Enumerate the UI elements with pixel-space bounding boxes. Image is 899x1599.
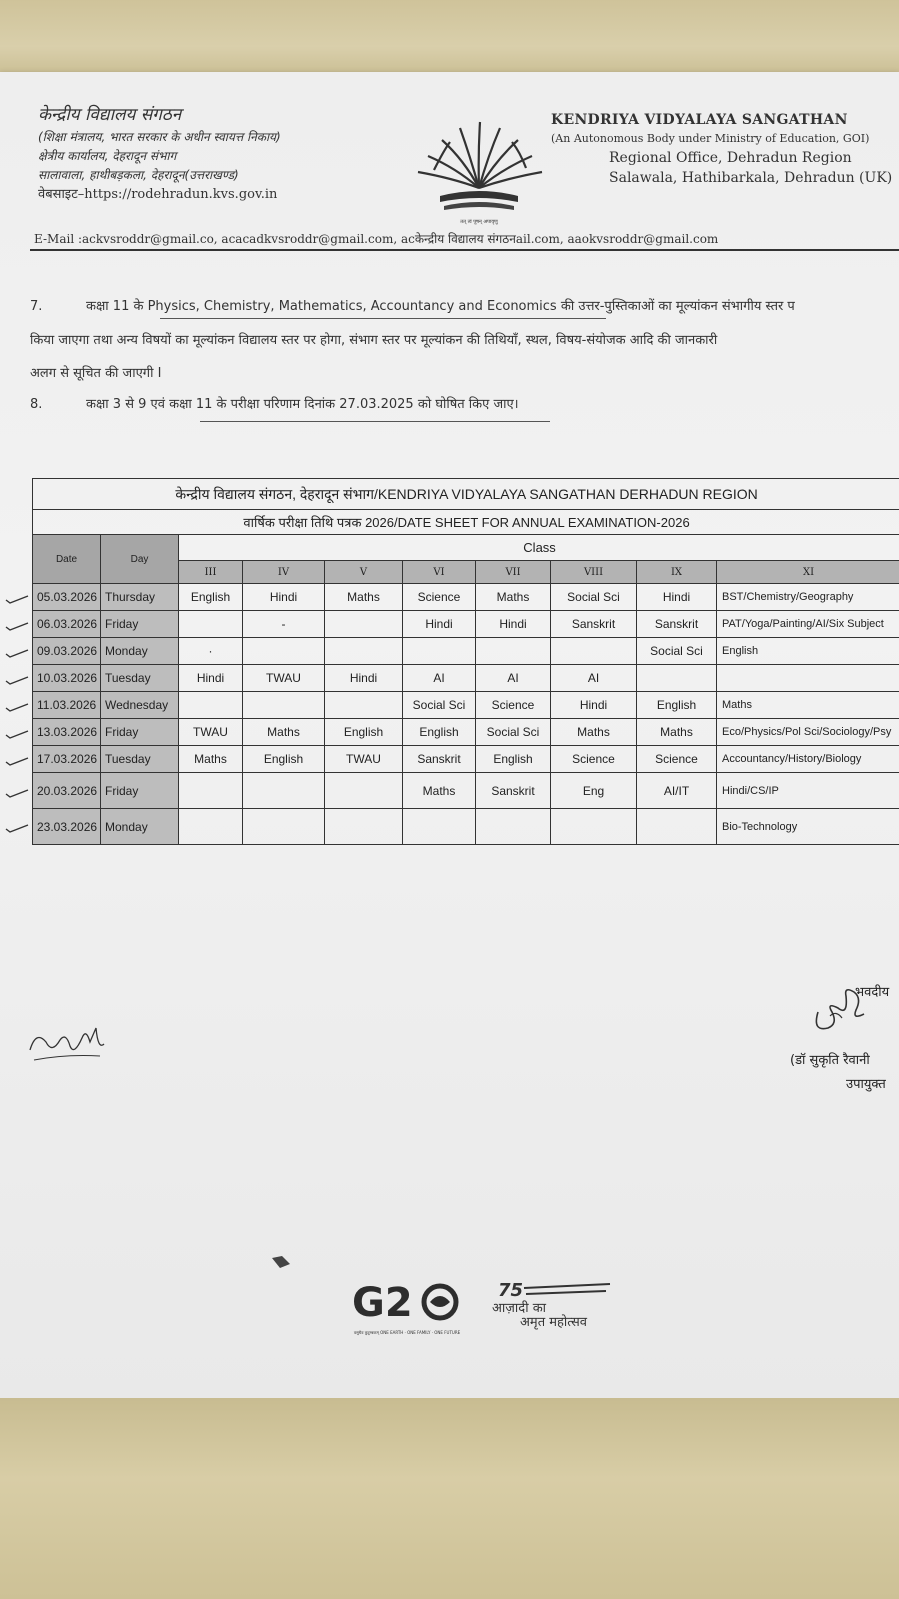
address-english: Salawala, Hathibarkala, Dehradun (UK) xyxy=(609,170,893,186)
ink-speck-icon xyxy=(268,1252,298,1272)
subject-cell: Social Sci xyxy=(476,719,551,746)
signer-name: (डॉ सुकृति रैवानी xyxy=(790,1053,870,1068)
subject-cell: English xyxy=(403,719,476,746)
svg-text:G2: G2 xyxy=(352,1280,413,1326)
subject-cell: Hindi xyxy=(476,611,551,638)
subject-cell xyxy=(179,692,243,719)
azadi-line-2: अमृत महोत्सव xyxy=(520,1315,588,1330)
subject-cell xyxy=(403,809,476,845)
date-sheet-title: केन्द्रीय विद्यालय संगठन, देहरादून संभाग/KENDRIYA VIDYALAYA SANGATHAN DERHADUN REGION xyxy=(33,479,899,510)
subject-cell: BST/Chemistry/Geography xyxy=(717,584,899,611)
row-date: 05.03.2026 xyxy=(33,584,101,611)
table-row xyxy=(33,746,899,773)
subject-cell xyxy=(179,611,243,638)
subject-cell xyxy=(551,638,637,665)
subject-cell: Social Sci xyxy=(637,638,717,665)
table-row xyxy=(33,692,899,719)
day-column-header: Day xyxy=(101,535,179,584)
subject-cell: Eco/Physics/Pol Sci/Sociology/Psy xyxy=(717,719,899,746)
row-date: 09.03.2026 xyxy=(33,638,101,665)
subject-cell: Bio-Technology xyxy=(717,809,899,845)
subject-cell: Hindi xyxy=(179,665,243,692)
subject-cell xyxy=(717,665,899,692)
subject-cell: Maths xyxy=(476,584,551,611)
tick-mark-icon xyxy=(4,756,30,766)
subject-cell: Maths xyxy=(717,692,899,719)
subject-cell: English xyxy=(325,719,403,746)
tick-mark-icon xyxy=(4,729,30,739)
tick-mark-icon xyxy=(4,648,30,658)
subject-cell: Science xyxy=(403,584,476,611)
row-day: Friday xyxy=(101,611,179,638)
subject-cell xyxy=(179,809,243,845)
subject-cell: AI xyxy=(476,665,551,692)
signoff-label: भवदीय xyxy=(855,985,890,1000)
subject-cell: English xyxy=(717,638,899,665)
subject-cell xyxy=(637,809,717,845)
row-day: Tuesday xyxy=(101,746,179,773)
subject-cell xyxy=(243,692,325,719)
subject-cell: Sanskrit xyxy=(551,611,637,638)
date-sheet-table xyxy=(32,478,899,845)
date-sheet-subtitle: वार्षिक परीक्षा तिथि पत्रक 2026/DATE SHEET FOR ANNUAL EXAMINATION-2026 xyxy=(33,510,899,535)
row-date: 13.03.2026 xyxy=(33,719,101,746)
subject-cell xyxy=(325,692,403,719)
date-column-header: Date xyxy=(33,535,101,584)
subject-cell: Sanskrit xyxy=(637,611,717,638)
subject-cell: Eng xyxy=(551,773,637,809)
subject-cell: English xyxy=(476,746,551,773)
subject-cell: Maths xyxy=(637,719,717,746)
subject-cell: Social Sci xyxy=(551,584,637,611)
handwritten-underline xyxy=(160,318,606,319)
point-8-line xyxy=(30,394,899,412)
subject-cell: PAT/Yoga/Painting/AI/Six Subject xyxy=(717,611,899,638)
subject-cell: Accountancy/History/Biology xyxy=(717,746,899,773)
org-affiliation-english: (An Autonomous Body under Ministry of Education, GOI) xyxy=(551,132,870,145)
subject-cell: TWAU xyxy=(243,665,325,692)
azadi-ka-amrit-mahotsav-logo-icon xyxy=(490,1276,630,1336)
point-8-number: 8. xyxy=(30,397,43,412)
subject-cell xyxy=(243,809,325,845)
azadi-line-1: आज़ादी का xyxy=(492,1301,547,1316)
regional-office-english: Regional Office, Dehradun Region xyxy=(609,150,852,166)
table-row xyxy=(33,665,899,692)
website-link[interactable]: वेबसाइट–https://rodehradun.kvs.gov.in xyxy=(38,187,278,202)
subject-cell: Hindi xyxy=(325,665,403,692)
subject-cell: AI xyxy=(551,665,637,692)
subject-cell: English xyxy=(637,692,717,719)
subject-cell: Hindi xyxy=(243,584,325,611)
row-day: Monday xyxy=(101,809,179,845)
class-column-header: Class xyxy=(179,535,899,561)
subject-cell xyxy=(403,638,476,665)
subject-cell: Maths xyxy=(243,719,325,746)
table-row xyxy=(33,611,899,638)
table-row xyxy=(33,773,899,809)
class-header-cell: VII xyxy=(476,561,551,584)
row-date: 06.03.2026 xyxy=(33,611,101,638)
row-day: Thursday xyxy=(101,584,179,611)
org-affiliation-hindi: (शिक्षा मंत्रालय, भारत सरकार के अधीन स्वायत्त निकाय) xyxy=(38,130,281,144)
subject-cell: Hindi xyxy=(551,692,637,719)
date-sheet-rows xyxy=(33,584,899,845)
point-8-text: कक्षा 3 से 9 एवं कक्षा 11 के परीक्षा परिणाम दिनांक 27.03.2025 को घोषित किए जाए। xyxy=(86,397,519,412)
org-name-english: KENDRIYA VIDYALAYA SANGATHAN xyxy=(551,112,848,128)
header-hindi-block xyxy=(38,102,398,205)
row-date: 23.03.2026 xyxy=(33,809,101,845)
subject-cell: English xyxy=(243,746,325,773)
tick-mark-icon xyxy=(4,823,30,833)
subject-cell xyxy=(476,809,551,845)
svg-text:75: 75 xyxy=(498,1280,524,1301)
row-day: Tuesday xyxy=(101,665,179,692)
class-header-cell: III xyxy=(179,561,243,584)
address-hindi: सालावाला, हाथीबड़कला, देहरादून(उत्तराखण्ड) xyxy=(38,168,239,182)
subject-cell: TWAU xyxy=(179,719,243,746)
row-day: Friday xyxy=(101,773,179,809)
point-7-number: 7. xyxy=(30,299,43,314)
subject-cell: Hindi xyxy=(637,584,717,611)
tick-mark-icon xyxy=(4,594,30,604)
subject-cell: Science xyxy=(637,746,717,773)
row-date: 11.03.2026 xyxy=(33,692,101,719)
handwritten-underline-2 xyxy=(200,421,550,422)
tick-mark-icon xyxy=(4,788,30,798)
initials-signature-icon xyxy=(26,1020,106,1070)
subject-cell: Science xyxy=(476,692,551,719)
subject-cell xyxy=(476,638,551,665)
subject-cell: Maths xyxy=(325,584,403,611)
g20-logo-icon xyxy=(352,1272,462,1342)
tick-mark-icon xyxy=(4,621,30,631)
subject-cell: AI/IT xyxy=(637,773,717,809)
subject-cell: - xyxy=(243,611,325,638)
kvs-logo-icon xyxy=(404,110,554,230)
subject-cell: Hindi/CS/IP xyxy=(717,773,899,809)
subject-cell: English xyxy=(179,584,243,611)
row-date: 17.03.2026 xyxy=(33,746,101,773)
subject-cell xyxy=(243,638,325,665)
subject-cell xyxy=(325,809,403,845)
g20-caption: वसुधैव कुटुम्बकम् ONE EARTH · ONE FAMILY · ONE FUTURE xyxy=(353,1330,461,1335)
subject-cell: Hindi xyxy=(403,611,476,638)
class-header-cell: V xyxy=(325,561,403,584)
row-day: Friday xyxy=(101,719,179,746)
subject-cell xyxy=(243,773,325,809)
subject-cell: Maths xyxy=(179,746,243,773)
subject-cell: Maths xyxy=(551,719,637,746)
subject-cell: Sanskrit xyxy=(403,746,476,773)
point-7-text-3: अलग से सूचित की जाएगी I xyxy=(30,366,162,381)
class-header-cell: IV xyxy=(243,561,325,584)
subject-cell xyxy=(325,638,403,665)
regional-office-hindi: क्षेत्रीय कार्यालय, देहरादून संभाग xyxy=(38,149,177,163)
subject-cell xyxy=(551,809,637,845)
table-row xyxy=(33,638,899,665)
subject-cell xyxy=(179,773,243,809)
table-row xyxy=(33,584,899,611)
logo-motto: तत् त्वं पूषन् अपावृणु xyxy=(460,219,498,225)
tick-mark-icon xyxy=(4,702,30,712)
table-row xyxy=(33,719,899,746)
header-divider xyxy=(30,249,899,251)
subject-cell: Maths xyxy=(403,773,476,809)
class-header-cell: XI xyxy=(717,561,899,584)
subject-cell: · xyxy=(179,638,243,665)
org-name-hindi: केन्द्रीय विद्यालय संगठन xyxy=(38,105,182,125)
subject-cell: AI xyxy=(403,665,476,692)
point-7-text-1: कक्षा 11 के Physics, Chemistry, Mathematics, Accountancy and Economics की उत्तर-पुस्तिकाओं का मूल्यांकन संभागीय स्तर प xyxy=(86,299,795,314)
desk-background-top xyxy=(0,0,899,78)
subject-cell xyxy=(325,611,403,638)
row-date: 20.03.2026 xyxy=(33,773,101,809)
letter-page xyxy=(0,72,899,1402)
subject-cell: TWAU xyxy=(325,746,403,773)
class-header-cell: IX xyxy=(637,561,717,584)
point-7-text-2: किया जाएगा तथा अन्य विषयों का मूल्यांकन विद्यालय स्तर पर होगा, संभाग स्तर पर मूल्यांकन की तिथियाँ, स्थल, विषय-संयोजक आदि की जानकारी xyxy=(30,333,718,348)
class-header-cell: VI xyxy=(403,561,476,584)
row-day: Monday xyxy=(101,638,179,665)
subject-cell: Sanskrit xyxy=(476,773,551,809)
email-line: E-Mail :ackvsroddr@gmail.co, acacadkvsroddr@gmail.com, acकेन्द्रीय विद्यालय संगठनail.com, aaokvsroddr@gmail.com xyxy=(34,232,719,246)
point-7-line-1 xyxy=(30,296,899,314)
subject-cell: Social Sci xyxy=(403,692,476,719)
subject-cell: Science xyxy=(551,746,637,773)
desk-background-bottom xyxy=(0,1398,899,1599)
subject-cell xyxy=(325,773,403,809)
table-row xyxy=(33,809,899,845)
class-header-cell: VIII xyxy=(551,561,637,584)
tick-mark-icon xyxy=(4,675,30,685)
header-english-block xyxy=(551,112,899,188)
signer-designation: उपायुक्त xyxy=(846,1077,886,1092)
row-day: Wednesday xyxy=(101,692,179,719)
subject-cell xyxy=(637,665,717,692)
row-date: 10.03.2026 xyxy=(33,665,101,692)
